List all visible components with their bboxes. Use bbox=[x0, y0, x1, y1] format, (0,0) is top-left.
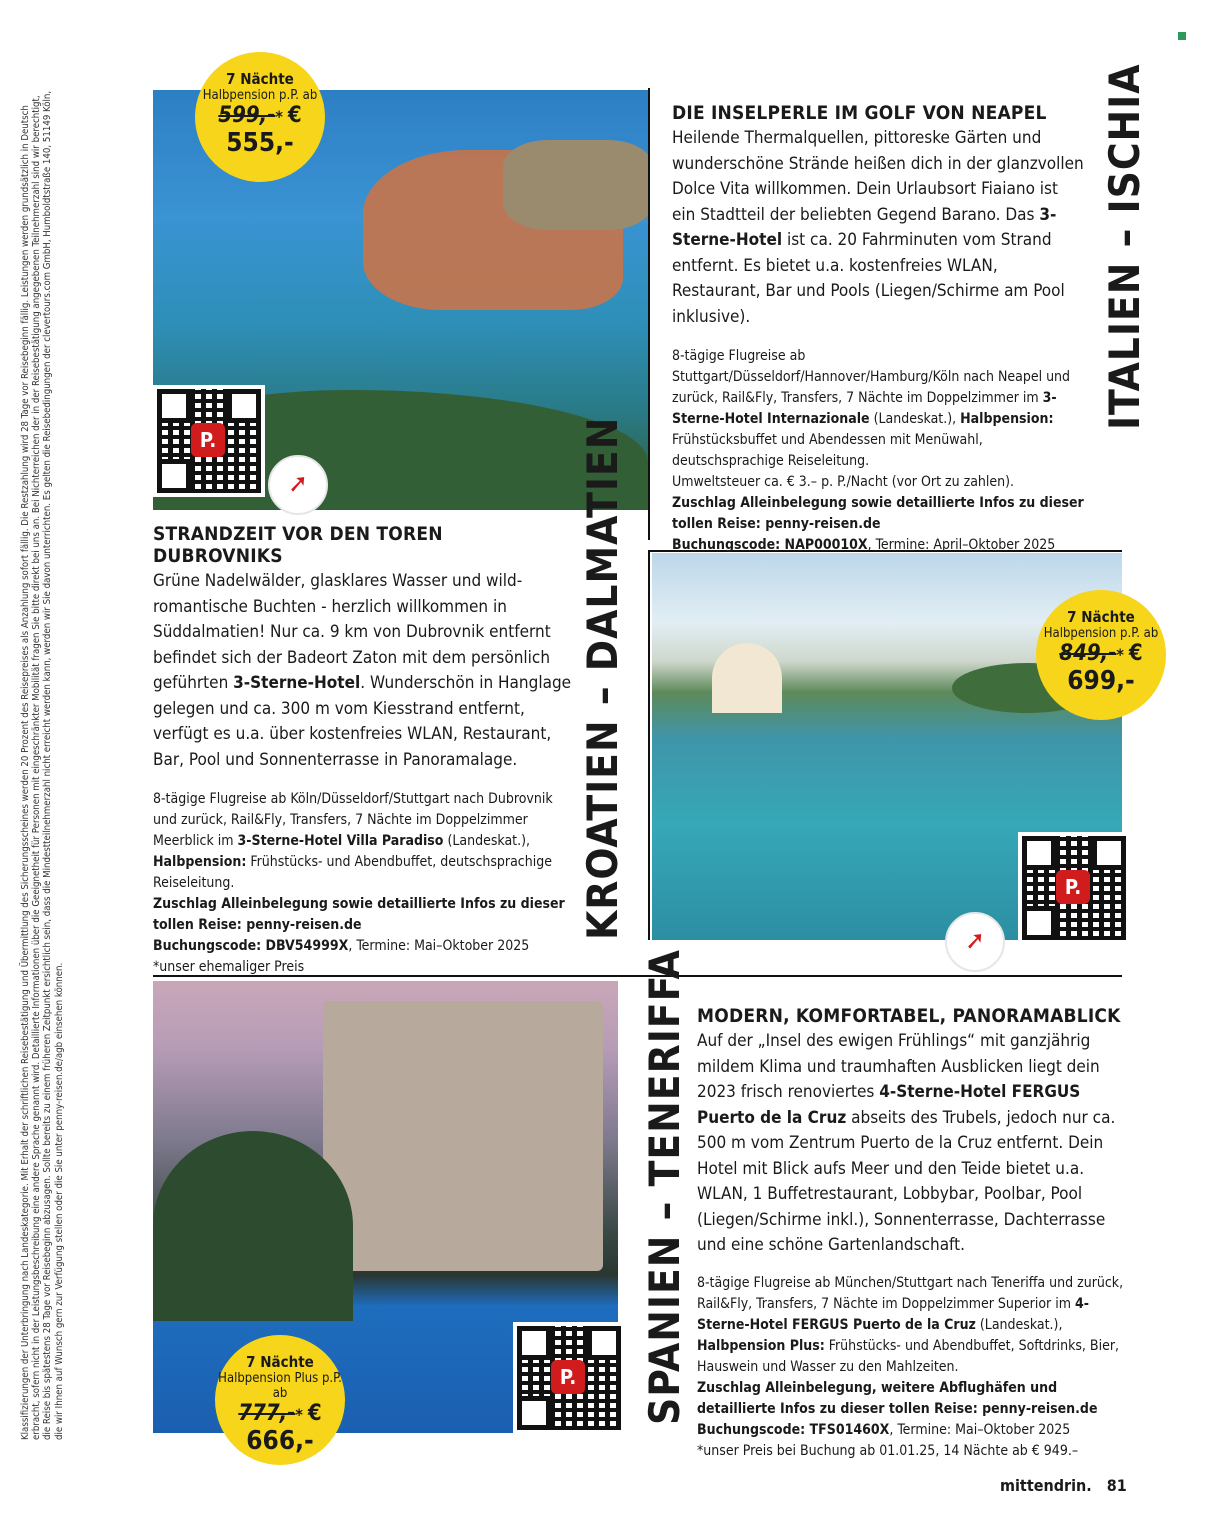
penny-logo-icon: P. bbox=[191, 423, 225, 457]
footer-brand: mittendrin. bbox=[1000, 1476, 1092, 1495]
corner-mark-icon bbox=[1178, 32, 1186, 40]
country-label-spanien: SPANIEN – TENERIFFA bbox=[640, 949, 689, 1425]
intro-teneriffa: Auf der „Insel des ewigen Frühlings“ mit ganzjährig mildem Klima und traumhaften Ausblicken liegt dein 2023 frisch renoviertes 4-Sterne-Hotel FERGUS Puerto de la Cruz abseits des Trubels, jedoch nur ca. 500 m vom Zentrum Puerto de la Cruz entfernt. Dein Hotel mit Blick aufs Meer und den Teide bietet u.a. WLAN, 1 Buffetrestaurant, Lobbybar, Poolbar, Pool (Liegen/Schirme inkl.), Sonnenterrasse, Dachterrasse und eine schöne Gartenlandschaft. bbox=[697, 1031, 1116, 1255]
country-label-italien: ITALIEN – ISCHIA bbox=[1100, 63, 1149, 430]
intro-dubrovnik: Grüne Nadelwälder, glasklares Wasser und wild-romantische Buchten - herzlich willkommen in Süddalmatien! Nur ca. 9 km von Dubrovnik entfernt befindet sich der Badeort Zaton mit dem persönlich geführten 3-Sterne-Hotel. Wunderschön in Hanglage gelegen und ca. 300 m vom Kiesstrand entfernt, verfügt es u.a. über kostenfreies WLAN, Restaurant, Bar, Pool und Sonnenterrasse in Panoramalage. bbox=[153, 571, 572, 770]
qr-code-ischia[interactable] bbox=[1018, 832, 1130, 944]
price-badge-dubrovnik: 7 Nächte Halbpension p.P. ab 599,-* € 555,- bbox=[195, 52, 325, 182]
cursor-click-icon[interactable]: ➚ bbox=[945, 912, 1005, 972]
details-ischia: 8-tägige Flugreise ab Stuttgart/Düsseldorf/Hannover/Hamburg/Köln nach Neapel und zurück, Rail&Fly, Transfers, 7 Nächte im Doppelzimmer im 3-Sterne-Hotel Internazionale (Landeskat.), Halbpension: Frühstücksbuffet und Abendessen mit Menüwahl, deutschsprachige Reiseleitung. Umweltsteuer ca. € 3.– p. P./Nacht (vor Ort zu zahlen). Zuschlag Alleinbelegung sowie detaillierte Infos zu dieser tollen Reise: penny-reisen.de Buchungscode: NAP00010X, Termine: April–Oktober 2025 bbox=[672, 348, 1084, 553]
penny-logo-icon: P. bbox=[551, 1360, 585, 1394]
cursor-click-icon[interactable]: ➚ bbox=[268, 455, 328, 515]
penny-logo-icon: P. bbox=[1056, 870, 1090, 904]
intro-ischia: Heilende Thermalquellen, pittoreske Gärten und wunderschöne Strände heißen dich in der glanzvollen Dolce Vita willkommen. Dein Urlaubsort Fiaiano ist ein Stadtteil der beliebten Gegend Barano. Das 3-Sterne-Hotel ist ca. 20 Fahrminuten vom Strand entfernt. Es bietet u.a. kostenfreies WLAN, Restaurant, Bar und Pools (Liegen/Schirme am Pool inklusive). bbox=[672, 128, 1084, 327]
price-badge-ischia: 7 Nächte Halbpension p.P. ab 849,-* € 699,- bbox=[1036, 590, 1166, 720]
divider-horizontal-2 bbox=[153, 975, 1122, 977]
details-dubrovnik: 8-tägige Flugreise ab Köln/Düsseldorf/Stuttgart nach Dubrovnik und zurück, Rail&Fly, Transfers, 7 Nächte im Doppelzimmer Meerblick im 3-Sterne-Hotel Villa Paradiso (Landeskat.), Halbpension: Frühstücks- und Abendbuffet, deutschsprachige Reiseleitung. Zuschlag Alleinbelegung sowie detaillierte Infos zu dieser tollen Reise: penny-reisen.de Buchungscode: DBV54999X, Termine: Mai–Oktober 2025 *unser ehemaliger Preis bbox=[153, 791, 565, 975]
headline-teneriffa: MODERN, KOMFORTABEL, PANORAMABLICK bbox=[697, 1005, 1121, 1027]
headline-ischia: DIE INSELPERLE IM GOLF VON NEAPEL bbox=[672, 102, 1047, 124]
page-footer bbox=[1000, 1476, 1127, 1495]
details-teneriffa: 8-tägige Flugreise ab München/Stuttgart nach Teneriffa und zurück, Rail&Fly, Transfers, 7 Nächte im Doppelzimmer Superior im 4-Sterne-Hotel FERGUS Puerto de la Cruz (Landeskat.), Halbpension Plus: Frühstücks- und Abendbuffet, Softdrinks, Bier, Hauswein und Wasser zu den Mahlzeiten. Zuschlag Alleinbelegung, weitere Abflughäfen und detaillierte Infos zu dieser tollen Reise: penny-reisen.de Buchungscode: TFS01460X, Termine: Mai–Oktober 2025 *unser Preis bei Buchung ab 01.01.25, 14 Nächte ab € 949.– bbox=[697, 1274, 1124, 1459]
country-label-kroatien: KROATIEN – DALMATIEN bbox=[578, 416, 627, 940]
divider-vertical-2 bbox=[648, 550, 650, 940]
legal-text: Klassifizierungen der Unterbringung nach Landeskategorie. Mit Erhalt der schriftlichen Reisebestätigung und Übermittlung des Sicherungsscheines werden 20 Prozent des Reisepreises als Anzahlung sofort fällig. Die Restzahlung wird 28 Tage vor Reisebeginn fällig. Leistungen werden grundsätzlich in Deutsch erbracht, sofern nicht in der Leistungsbeschreibung eine andere Sprache genannt wird. Detaillierte Informationen über die Geeignetheit für Personen mit eingeschränkter Mobilität fragen Sie bitte direkt bei uns an. Bei Nichterreichen der in der Reisebestätigung angegebenen Teilnehmerzahl sind wir berechtigt, die Reise bis spätestens 28 Tage vor Reisebeginn abzusagen. Sollte bereits zu einem früheren Zeitpunkt ersichtlich sein, dass die Mindestteilnehmerzahl nicht erreicht werden kann, werden wir Sie davon unterrichten. Es gelten die Reisebedingungen der clevertours.com GmbH, Humboldtstraße 140, 51149 Köln, die wir Ihnen auf Wunsch gern zur Verfügung stellen oder die Sie unter penny-reisen.de/agb einsehen können. bbox=[20, 90, 65, 1440]
divider-vertical-1 bbox=[648, 88, 650, 540]
price-badge-teneriffa: 7 Nächte Halbpension Plus p.P. ab 777,-* € 666,- bbox=[215, 1335, 345, 1465]
qr-code-dubrovnik[interactable] bbox=[153, 385, 265, 497]
headline-dubrovnik: STRANDZEIT VOR DEN TOREN DUBROVNIKS bbox=[153, 523, 443, 567]
page-number: 81 bbox=[1106, 1476, 1127, 1495]
qr-code-teneriffa[interactable] bbox=[513, 1322, 625, 1434]
